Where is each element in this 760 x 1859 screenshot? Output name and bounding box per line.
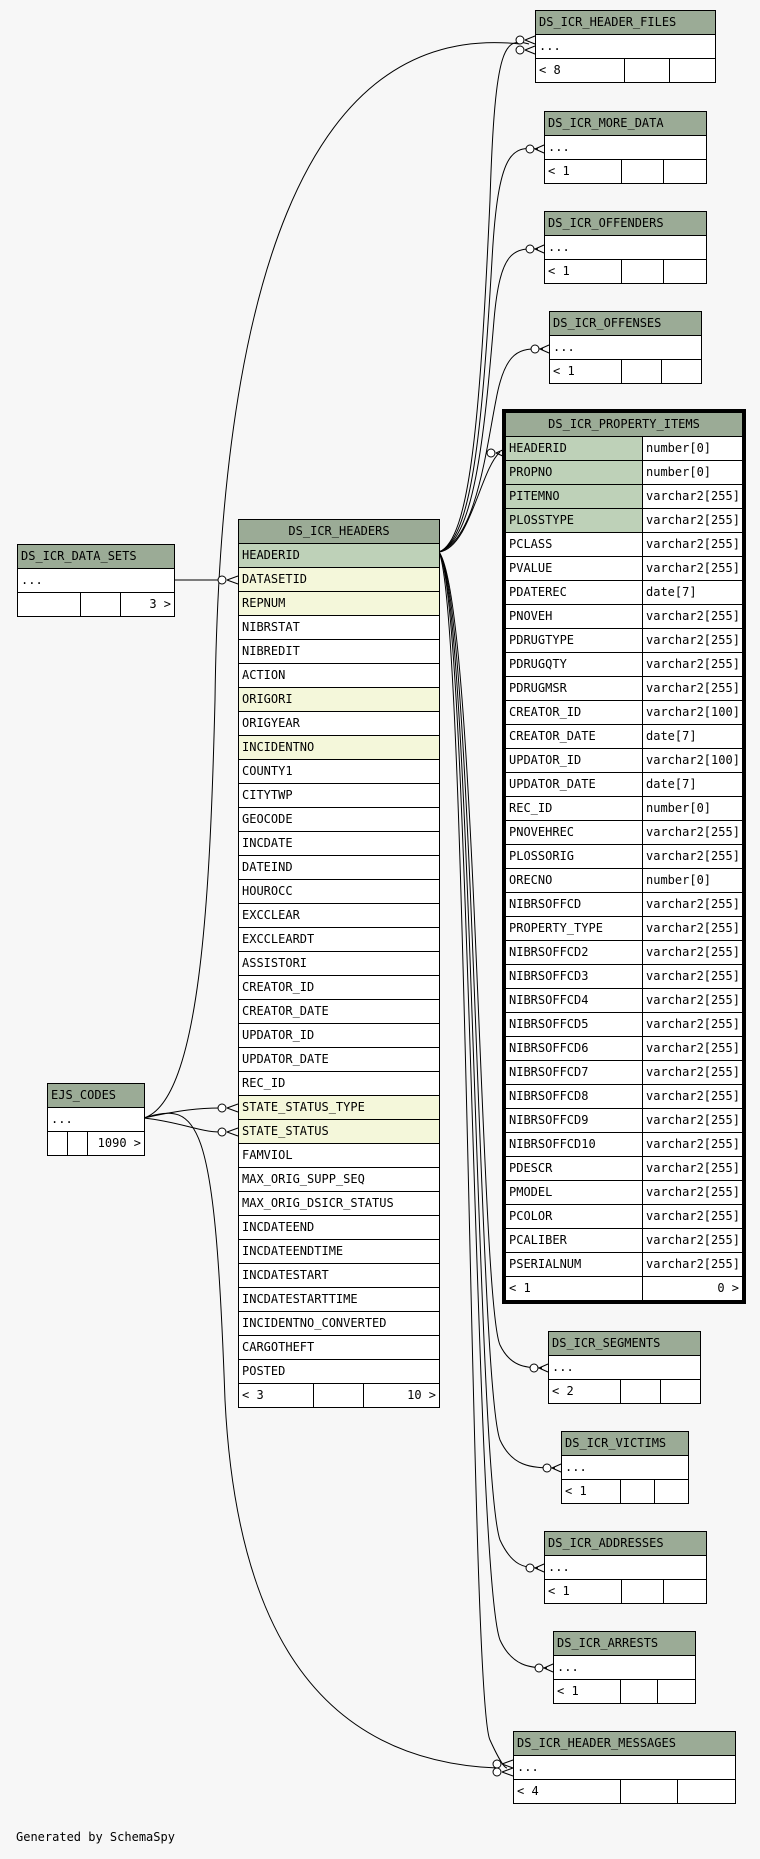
column-type: varchar2[255]: [643, 1085, 743, 1109]
column-name: MAX_ORIG_SUPP_SEQ: [239, 1168, 440, 1192]
parent-count: < 1: [550, 360, 622, 384]
table-header: [550, 312, 702, 336]
column-name: CARGOTHEFT: [239, 1336, 440, 1360]
column-name: GEOCODE: [239, 808, 440, 832]
column-type: varchar2[100]: [643, 749, 743, 773]
table-row: [239, 712, 440, 736]
table-row: [545, 236, 707, 260]
table-name: DS_ICR_HEADER_FILES: [536, 11, 716, 35]
row-count: [81, 593, 121, 617]
table-row: [506, 1013, 743, 1037]
table-footer: [545, 1580, 707, 1604]
table-row: [239, 1168, 440, 1192]
table-row: [506, 1037, 743, 1061]
column-name: PCLASS: [506, 533, 643, 557]
row-count: [621, 1480, 655, 1504]
table-header: [18, 545, 175, 569]
table-header: [536, 11, 716, 35]
table-name: EJS_CODES: [48, 1084, 145, 1108]
table-row: [239, 880, 440, 904]
table-row: [239, 784, 440, 808]
column-type: varchar2[255]: [643, 677, 743, 701]
column-name: EXCCLEAR: [239, 904, 440, 928]
table-row: [506, 485, 743, 509]
column-name: EXCCLEARDT: [239, 928, 440, 952]
table-row: [506, 605, 743, 629]
table-row: [506, 845, 743, 869]
table-footer: [549, 1380, 701, 1404]
column-type: varchar2[255]: [643, 1109, 743, 1133]
more-columns-ellipsis: ...: [545, 236, 707, 260]
table-row: [239, 1216, 440, 1240]
column-name: CREATOR_DATE: [239, 1000, 440, 1024]
table-row: [239, 856, 440, 880]
parent-count: < 2: [549, 1380, 621, 1404]
column-name: UPDATOR_ID: [239, 1024, 440, 1048]
table-row: [549, 1356, 701, 1380]
table-footer: [506, 1277, 743, 1301]
column-type: varchar2[255]: [643, 653, 743, 677]
column-name: PLOSSTYPE: [506, 509, 643, 533]
table-row: [506, 1157, 743, 1181]
table-row: [239, 928, 440, 952]
table-header: [545, 112, 707, 136]
parent-count: < 1: [545, 260, 622, 284]
generated-by-footer: Generated by SchemaSpy: [16, 1830, 175, 1844]
table-headers[interactable]: [238, 519, 440, 1408]
table-footer: [18, 593, 175, 617]
table-row: [239, 616, 440, 640]
table-victims[interactable]: [561, 1431, 689, 1504]
more-columns-ellipsis: ...: [550, 336, 702, 360]
column-type: varchar2[255]: [643, 1133, 743, 1157]
column-type: varchar2[255]: [643, 893, 743, 917]
table-row: [506, 893, 743, 917]
table-footer: [554, 1680, 696, 1704]
parent-count: < 1: [545, 160, 622, 184]
column-name: PMODEL: [506, 1181, 643, 1205]
table-row: [239, 1336, 440, 1360]
table-row: [506, 533, 743, 557]
table-row: [506, 1085, 743, 1109]
table-row: [506, 1133, 743, 1157]
column-type: varchar2[255]: [643, 1181, 743, 1205]
column-name: PDATEREC: [506, 581, 643, 605]
table-row: [554, 1656, 696, 1680]
column-type: varchar2[255]: [643, 1229, 743, 1253]
column-name: NIBRSOFFCD2: [506, 941, 643, 965]
table-row: [239, 1000, 440, 1024]
column-type: varchar2[255]: [643, 821, 743, 845]
column-type: varchar2[255]: [643, 485, 743, 509]
table-row: [562, 1456, 689, 1480]
column-name: NIBRSOFFCD3: [506, 965, 643, 989]
table-name: DS_ICR_PROPERTY_ITEMS: [506, 413, 743, 437]
column-name: CITYTWP: [239, 784, 440, 808]
table-row: [506, 821, 743, 845]
table-addresses[interactable]: [544, 1531, 707, 1604]
column-name: NIBRSTAT: [239, 616, 440, 640]
column-type: varchar2[255]: [643, 629, 743, 653]
table-row: [506, 701, 743, 725]
table-row: [239, 1120, 440, 1144]
column-type: varchar2[255]: [643, 557, 743, 581]
column-name: PROPNO: [506, 461, 643, 485]
child-count: [662, 360, 702, 384]
column-name: INCDATESTARTTIME: [239, 1288, 440, 1312]
row-count: [621, 1680, 658, 1704]
table-row: [239, 1192, 440, 1216]
column-type: varchar2[255]: [643, 1253, 743, 1277]
table-arrests[interactable]: [553, 1631, 696, 1704]
column-name: NIBRSOFFCD5: [506, 1013, 643, 1037]
column-type: varchar2[255]: [643, 1013, 743, 1037]
column-name: NIBRSOFFCD6: [506, 1037, 643, 1061]
column-type: number[0]: [643, 461, 743, 485]
table-row: [506, 557, 743, 581]
parent-count: < 1: [562, 1480, 621, 1504]
column-name: PSERIALNUM: [506, 1253, 643, 1277]
table-row: [506, 509, 743, 533]
table-name: DS_ICR_OFFENSES: [550, 312, 702, 336]
table-row: [239, 952, 440, 976]
table-offenders[interactable]: [544, 211, 707, 284]
table-row: [239, 976, 440, 1000]
column-type: number[0]: [643, 869, 743, 893]
parent-count: < 3: [239, 1384, 314, 1408]
child-count: [664, 1580, 707, 1604]
column-type: date[7]: [643, 773, 743, 797]
column-type: varchar2[255]: [643, 509, 743, 533]
table-name: DS_ICR_MORE_DATA: [545, 112, 707, 136]
column-name: UPDATOR_ID: [506, 749, 643, 773]
column-name: INCDATEEND: [239, 1216, 440, 1240]
column-type: number[0]: [643, 437, 743, 461]
table-name: DS_ICR_ADDRESSES: [545, 1532, 707, 1556]
column-name: REC_ID: [239, 1072, 440, 1096]
table-header: [549, 1332, 701, 1356]
child-count: [661, 1380, 701, 1404]
table-header: [545, 212, 707, 236]
table-row: [550, 336, 702, 360]
column-name: CREATOR_DATE: [506, 725, 643, 749]
table-footer: [550, 360, 702, 384]
child-count: [664, 260, 707, 284]
child-count: [658, 1680, 696, 1704]
column-name: DATASETID: [239, 568, 440, 592]
table-name: DS_ICR_OFFENDERS: [545, 212, 707, 236]
more-columns-ellipsis: ...: [18, 569, 175, 593]
more-columns-ellipsis: ...: [514, 1756, 736, 1780]
table-row: [239, 664, 440, 688]
more-columns-ellipsis: ...: [48, 1108, 145, 1132]
more-columns-ellipsis: ...: [549, 1356, 701, 1380]
table-footer: [562, 1480, 689, 1504]
column-type: varchar2[255]: [643, 941, 743, 965]
table-row: [506, 749, 743, 773]
column-type: varchar2[255]: [643, 989, 743, 1013]
column-name: NIBRSOFFCD: [506, 893, 643, 917]
child-count: [670, 59, 716, 83]
column-type: date[7]: [643, 581, 743, 605]
column-name: PLOSSORIG: [506, 845, 643, 869]
column-name: REC_ID: [506, 797, 643, 821]
column-type: varchar2[255]: [643, 605, 743, 629]
table-row: [239, 1024, 440, 1048]
table-row: [239, 736, 440, 760]
table-row: [506, 461, 743, 485]
column-type: number[0]: [643, 797, 743, 821]
table-header: [239, 520, 440, 544]
table-row: [506, 629, 743, 653]
parent-count: < 8: [536, 59, 625, 83]
table-row: [506, 653, 743, 677]
column-name: PCALIBER: [506, 1229, 643, 1253]
row-count: [625, 59, 670, 83]
table-name: DS_ICR_HEADERS: [239, 520, 440, 544]
column-name: INCDATE: [239, 832, 440, 856]
table-row: [506, 989, 743, 1013]
child-count: [678, 1780, 736, 1804]
table-row: [506, 725, 743, 749]
table-row: [506, 1181, 743, 1205]
table-row: [536, 35, 716, 59]
table-footer: [545, 160, 707, 184]
table-row: [506, 1109, 743, 1133]
column-name: ACTION: [239, 664, 440, 688]
table-row: [506, 1205, 743, 1229]
row-count: [622, 260, 664, 284]
table-row: [239, 1144, 440, 1168]
column-name: HEADERID: [239, 544, 440, 568]
table-row: [506, 677, 743, 701]
child-count: [664, 160, 707, 184]
column-name: PDESCR: [506, 1157, 643, 1181]
child-count: 1090 >: [88, 1132, 145, 1156]
table-row: [506, 869, 743, 893]
table-name: DS_ICR_VICTIMS: [562, 1432, 689, 1456]
column-type: varchar2[100]: [643, 701, 743, 725]
column-name: INCDATESTART: [239, 1264, 440, 1288]
column-name: PDRUGQTY: [506, 653, 643, 677]
row-count: [621, 1780, 678, 1804]
table-row: [506, 941, 743, 965]
row-count: [68, 1132, 88, 1156]
table-footer: [536, 59, 716, 83]
column-type: varchar2[255]: [643, 1037, 743, 1061]
column-name: NIBRSOFFCD7: [506, 1061, 643, 1085]
table-row: [506, 797, 743, 821]
table-segments[interactable]: [548, 1331, 701, 1404]
table-name: DS_ICR_HEADER_MESSAGES: [514, 1732, 736, 1756]
column-name: PDRUGTYPE: [506, 629, 643, 653]
more-columns-ellipsis: ...: [562, 1456, 689, 1480]
table-row: [239, 1048, 440, 1072]
row-count: [622, 1580, 664, 1604]
column-type: varchar2[255]: [643, 1061, 743, 1085]
column-type: date[7]: [643, 725, 743, 749]
column-name: PCOLOR: [506, 1205, 643, 1229]
table-header-files[interactable]: [535, 10, 716, 83]
table-row: [239, 832, 440, 856]
table-row: [514, 1756, 736, 1780]
column-name: NIBREDIT: [239, 640, 440, 664]
column-type: varchar2[255]: [643, 1205, 743, 1229]
table-offenses[interactable]: [549, 311, 702, 384]
table-row: [18, 569, 175, 593]
child-count: [655, 1480, 689, 1504]
column-type: varchar2[255]: [643, 965, 743, 989]
parent-count: < 1: [506, 1277, 643, 1301]
table-row: [239, 640, 440, 664]
column-name: PDRUGMSR: [506, 677, 643, 701]
row-count: [621, 1380, 661, 1404]
table-row: [239, 1072, 440, 1096]
column-name: INCIDENTNO: [239, 736, 440, 760]
column-name: CREATOR_ID: [506, 701, 643, 725]
table-row: [545, 136, 707, 160]
column-name: NIBRSOFFCD9: [506, 1109, 643, 1133]
more-columns-ellipsis: ...: [545, 1556, 707, 1580]
column-name: MAX_ORIG_DSICR_STATUS: [239, 1192, 440, 1216]
table-row: [506, 581, 743, 605]
column-type: varchar2[255]: [643, 533, 743, 557]
table-row: [239, 592, 440, 616]
column-name: POSTED: [239, 1360, 440, 1384]
more-columns-ellipsis: ...: [545, 136, 707, 160]
table-name: DS_ICR_DATA_SETS: [18, 545, 175, 569]
table-name: DS_ICR_ARRESTS: [554, 1632, 696, 1656]
row-count: [622, 360, 662, 384]
column-name: NIBRSOFFCD8: [506, 1085, 643, 1109]
table-row: [239, 568, 440, 592]
column-name: HOUROCC: [239, 880, 440, 904]
parent-count: [18, 593, 81, 617]
column-name: CREATOR_ID: [239, 976, 440, 1000]
parent-count: < 1: [545, 1580, 622, 1604]
column-name: INCIDENTNO_CONVERTED: [239, 1312, 440, 1336]
column-name: NIBRSOFFCD10: [506, 1133, 643, 1157]
table-row: [506, 437, 743, 461]
column-name: UPDATOR_DATE: [506, 773, 643, 797]
table-row: [239, 1312, 440, 1336]
table-row: [239, 904, 440, 928]
table-footer: [48, 1132, 145, 1156]
table-ejs-codes[interactable]: [47, 1083, 145, 1156]
column-name: STATE_STATUS: [239, 1120, 440, 1144]
row-count: [622, 160, 664, 184]
table-data-sets[interactable]: [17, 544, 175, 617]
column-name: ORIGYEAR: [239, 712, 440, 736]
row-count: [314, 1384, 364, 1408]
table-header: [48, 1084, 145, 1108]
child-count: 0 >: [643, 1277, 743, 1301]
column-type: varchar2[255]: [643, 917, 743, 941]
table-header-messages[interactable]: [513, 1731, 736, 1804]
table-row: [239, 544, 440, 568]
table-header: [514, 1732, 736, 1756]
column-name: FAMVIOL: [239, 1144, 440, 1168]
table-row: [239, 1096, 440, 1120]
child-count: 3 >: [121, 593, 175, 617]
column-name: NIBRSOFFCD4: [506, 989, 643, 1013]
table-footer: [545, 260, 707, 284]
parent-count: [48, 1132, 68, 1156]
parent-count: < 4: [514, 1780, 621, 1804]
column-name: PVALUE: [506, 557, 643, 581]
more-columns-ellipsis: ...: [554, 1656, 696, 1680]
table-row: [239, 1240, 440, 1264]
column-name: ORECNO: [506, 869, 643, 893]
table-row: [48, 1108, 145, 1132]
column-name: STATE_STATUS_TYPE: [239, 1096, 440, 1120]
column-name: ORIGORI: [239, 688, 440, 712]
table-row: [239, 1360, 440, 1384]
column-name: UPDATOR_DATE: [239, 1048, 440, 1072]
table-header: [506, 413, 743, 437]
table-name: DS_ICR_SEGMENTS: [549, 1332, 701, 1356]
column-name: REPNUM: [239, 592, 440, 616]
table-row: [506, 1229, 743, 1253]
parent-count: < 1: [554, 1680, 621, 1704]
table-row: [239, 1264, 440, 1288]
table-row: [239, 688, 440, 712]
column-name: PNOVEH: [506, 605, 643, 629]
table-row: [506, 917, 743, 941]
table-row: [239, 808, 440, 832]
column-type: varchar2[255]: [643, 845, 743, 869]
column-name: HEADERID: [506, 437, 643, 461]
table-row: [506, 1253, 743, 1277]
table-header: [554, 1632, 696, 1656]
table-footer: [514, 1780, 736, 1804]
table-row: [239, 1288, 440, 1312]
column-name: PITEMNO: [506, 485, 643, 509]
column-name: COUNTY1: [239, 760, 440, 784]
table-header: [562, 1432, 689, 1456]
column-name: ASSISTORI: [239, 952, 440, 976]
table-more-data[interactable]: [544, 111, 707, 184]
table-row: [506, 1061, 743, 1085]
column-name: PROPERTY_TYPE: [506, 917, 643, 941]
child-count: 10 >: [364, 1384, 440, 1408]
column-name: PNOVEHREC: [506, 821, 643, 845]
column-name: DATEIND: [239, 856, 440, 880]
more-columns-ellipsis: ...: [536, 35, 716, 59]
table-header: [545, 1532, 707, 1556]
column-type: varchar2[255]: [643, 1157, 743, 1181]
column-name: INCDATEENDTIME: [239, 1240, 440, 1264]
table-row: [506, 773, 743, 797]
table-row: [545, 1556, 707, 1580]
table-footer: [239, 1384, 440, 1408]
table-property-items[interactable]: [505, 412, 743, 1301]
table-row: [239, 760, 440, 784]
table-row: [506, 965, 743, 989]
